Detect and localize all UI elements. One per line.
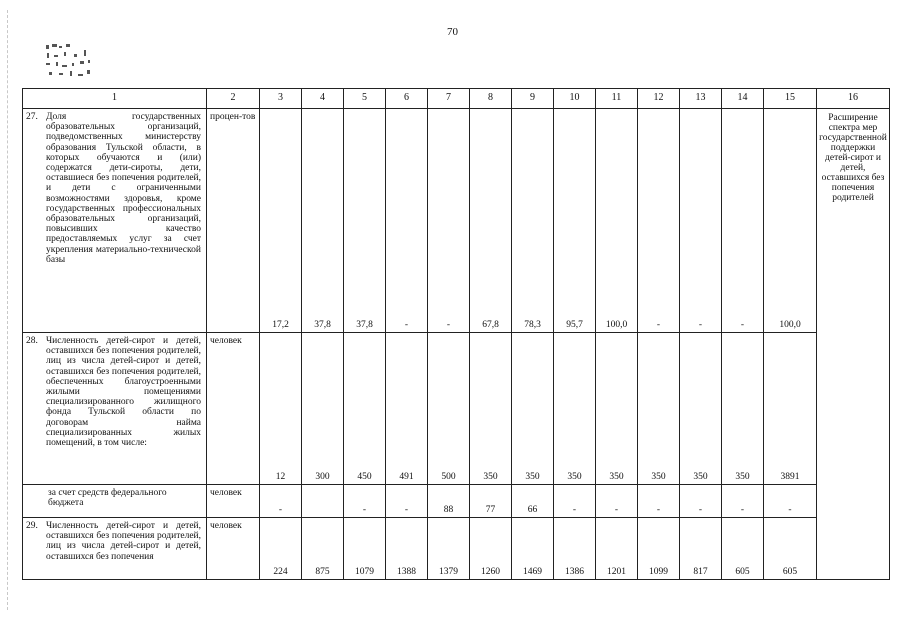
note-cell xyxy=(817,518,890,580)
value-cell: 100,0 xyxy=(764,109,817,333)
value-cell: - xyxy=(260,485,302,518)
table-row xyxy=(23,109,890,333)
value-cell: 100,0 xyxy=(596,109,638,333)
unit-cell: человек xyxy=(207,518,260,580)
value-cell: 350 xyxy=(680,333,722,485)
header-cell: 5 xyxy=(344,89,386,109)
table-row xyxy=(23,518,890,580)
indicator-name: Численность детей-сирот и детей, оставшихся без попечения родителей, лиц из числа детей-сирот и детей, оставшихся без попечения xyxy=(46,521,201,562)
value-cell: - xyxy=(386,109,428,333)
value-cell: 817 xyxy=(680,518,722,580)
header-cell: 6 xyxy=(386,89,428,109)
note-cell xyxy=(817,485,890,518)
value-cell: 95,7 xyxy=(554,109,596,333)
value-cell: 78,3 xyxy=(512,109,554,333)
value-cell: 1260 xyxy=(470,518,512,580)
indicator-name: Численность детей-сирот и детей, оставшихся без попечения родителей, лиц из числа детей-сирот и детей, оставшихся без попечения родителей, обеспеченных благоустроенными жилыми помещениями специализированного жилищного фонда Тульской области по договорам найма специализированных жилых помещений, в том числе: xyxy=(46,336,201,449)
table-row xyxy=(23,333,890,485)
margin-rule xyxy=(7,10,8,610)
header-cell: 15 xyxy=(764,89,817,109)
value-cell: 77 xyxy=(470,485,512,518)
value-cell: 350 xyxy=(512,333,554,485)
header-row xyxy=(23,89,890,109)
header-cell: 3 xyxy=(260,89,302,109)
value-cell: 37,8 xyxy=(302,109,344,333)
row-number: 28. xyxy=(26,336,38,346)
header-cell: 11 xyxy=(596,89,638,109)
note-cell xyxy=(817,333,890,485)
value-cell: - xyxy=(638,485,680,518)
data-table xyxy=(22,88,890,580)
value-cell: 350 xyxy=(554,333,596,485)
value-cell: - xyxy=(680,485,722,518)
value-cell: 1079 xyxy=(344,518,386,580)
unit-cell: процен-тов xyxy=(207,109,260,333)
value-cell: - xyxy=(554,485,596,518)
header-cell: 7 xyxy=(428,89,470,109)
value-cell: 500 xyxy=(428,333,470,485)
value-cell: 605 xyxy=(764,518,817,580)
value-cell: - xyxy=(638,109,680,333)
row-number: 27. xyxy=(26,112,38,122)
value-cell: 37,8 xyxy=(344,109,386,333)
value-cell: 1388 xyxy=(386,518,428,580)
header-cell: 1 xyxy=(23,89,207,109)
value-cell: 88 xyxy=(428,485,470,518)
value-cell xyxy=(302,485,344,518)
value-cell: - xyxy=(428,109,470,333)
value-cell: 66 xyxy=(512,485,554,518)
value-cell: - xyxy=(680,109,722,333)
value-cell: 224 xyxy=(260,518,302,580)
note-cell: Расширение спектра мер государственной поддержки детей-сирот и детей, оставшихся без попечения родителей xyxy=(817,109,890,333)
header-cell: 4 xyxy=(302,89,344,109)
unit-cell: человек xyxy=(207,485,260,518)
header-cell: 12 xyxy=(638,89,680,109)
row-number: 29. xyxy=(26,521,38,531)
indicator-cell xyxy=(23,518,207,580)
value-cell: 491 xyxy=(386,333,428,485)
value-cell: 350 xyxy=(722,333,764,485)
indicator-cell xyxy=(23,485,207,518)
value-cell: 450 xyxy=(344,333,386,485)
value-cell: - xyxy=(722,485,764,518)
value-cell: - xyxy=(344,485,386,518)
header-cell: 16 xyxy=(817,89,890,109)
indicator-name: Доля государственных образовательных организаций, подведомственных министерству образования Тульской области, в которых обучаются и (или) содержатся дети-сироты, дети, оставшиеся без попечения родителей, и дети с ограниченными возможностями здоровья, кроме государственных профессиональных образовательных организаций, повысивших качество предоставляемых услуг за счет укрепления материально-технической базы xyxy=(46,112,201,265)
header-cell: 13 xyxy=(680,89,722,109)
header-cell: 2 xyxy=(207,89,260,109)
value-cell: 67,8 xyxy=(470,109,512,333)
indicator-cell xyxy=(23,109,207,333)
value-cell: 1469 xyxy=(512,518,554,580)
value-cell: 1099 xyxy=(638,518,680,580)
value-cell: - xyxy=(596,485,638,518)
value-cell: 875 xyxy=(302,518,344,580)
header-cell: 9 xyxy=(512,89,554,109)
value-cell: 350 xyxy=(470,333,512,485)
value-cell: 1386 xyxy=(554,518,596,580)
indicator-cell xyxy=(23,333,207,485)
header-cell: 8 xyxy=(470,89,512,109)
value-cell: 3891 xyxy=(764,333,817,485)
value-cell: 350 xyxy=(638,333,680,485)
value-cell: 350 xyxy=(596,333,638,485)
value-cell: 12 xyxy=(260,333,302,485)
unit-cell: человек xyxy=(207,333,260,485)
value-cell: 300 xyxy=(302,333,344,485)
value-cell: - xyxy=(722,109,764,333)
table-row xyxy=(23,485,890,518)
value-cell: 605 xyxy=(722,518,764,580)
value-cell: - xyxy=(386,485,428,518)
header-cell: 10 xyxy=(554,89,596,109)
indicator-name: за счет средств федерального бюджета xyxy=(48,488,167,509)
page-number: 70 xyxy=(447,26,458,38)
value-cell: 1201 xyxy=(596,518,638,580)
stamp-mark xyxy=(44,42,94,82)
value-cell: 17,2 xyxy=(260,109,302,333)
value-cell: - xyxy=(764,485,817,518)
header-cell: 14 xyxy=(722,89,764,109)
value-cell: 1379 xyxy=(428,518,470,580)
